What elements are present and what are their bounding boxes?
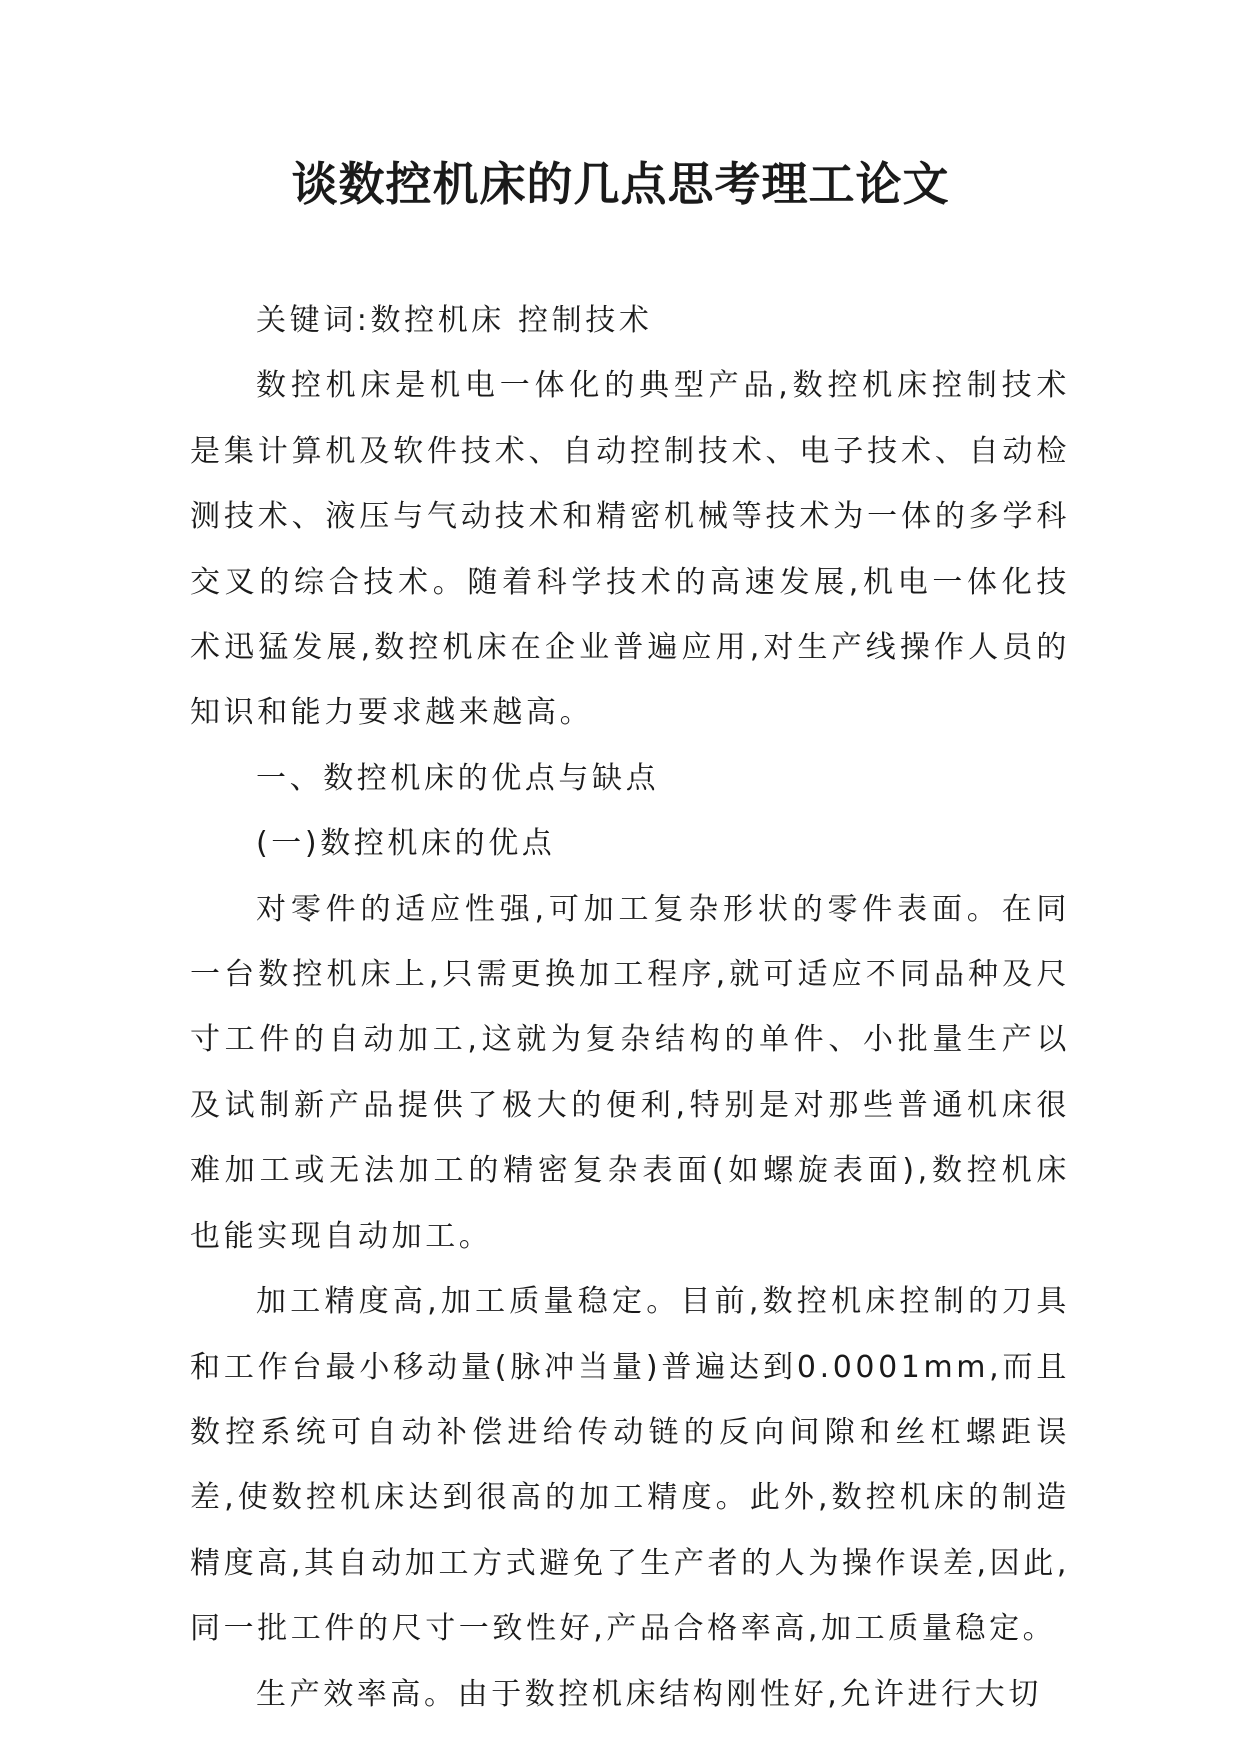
body-paragraph: 加工精度高,加工质量稳定。目前,数控机床控制的刀具和工作台最小移动量(脉冲当量)普遍达到0.0001mm,而且数控系统可自动补偿进给传动链的反向间隙和丝杠螺距误差,使数控机床达到很高的加工精度。此外,数控机床的制造精度高,其自动加工方式避免了生产者的人为操作误差,因此,同一批工件的尺寸一致性好,产品合格率高,加工质量稳定。 <box>190 1284 1070 1647</box>
keywords-paragraph: 关键词:数控机床 控制技术 <box>256 303 653 338</box>
body-paragraph: 对零件的适应性强,可加工复杂形状的零件表面。在同一台数控机床上,只需更换加工程序,就可适应不同品种及尺寸工件的自动加工,这就为复杂结构的单件、小批量生产以及试制新产品提供了极大的便利,特别是对那些普通机床很难加工或无法加工的精密复杂表面(如螺旋表面),数控机床也能实现自动加工。 <box>190 891 1070 1254</box>
subsection-heading: (一)数控机床的优点 <box>256 826 556 862</box>
section-heading: 一、数控机床的优点与缺点 <box>256 760 660 796</box>
intro-paragraph: 数控机床是机电一体化的典型产品,数控机床控制技术是集计算机及软件技术、自动控制技术、电子技术、自动检测技术、液压与气动技术和精密机械等技术为一体的多学科交叉的综合技术。随着科学技术的高速发展,机电一体化技术迅猛发展,数控机床在企业普遍应用,对生产线操作人员的知识和能力要求越来越高。 <box>190 368 1070 731</box>
body-paragraph: 生产效率高。由于数控机床结构刚性好,允许进行大切 <box>256 1676 1042 1712</box>
document-body <box>190 288 1070 1727</box>
document-title: 谈数控机床的几点思考理工论文 <box>291 157 950 211</box>
